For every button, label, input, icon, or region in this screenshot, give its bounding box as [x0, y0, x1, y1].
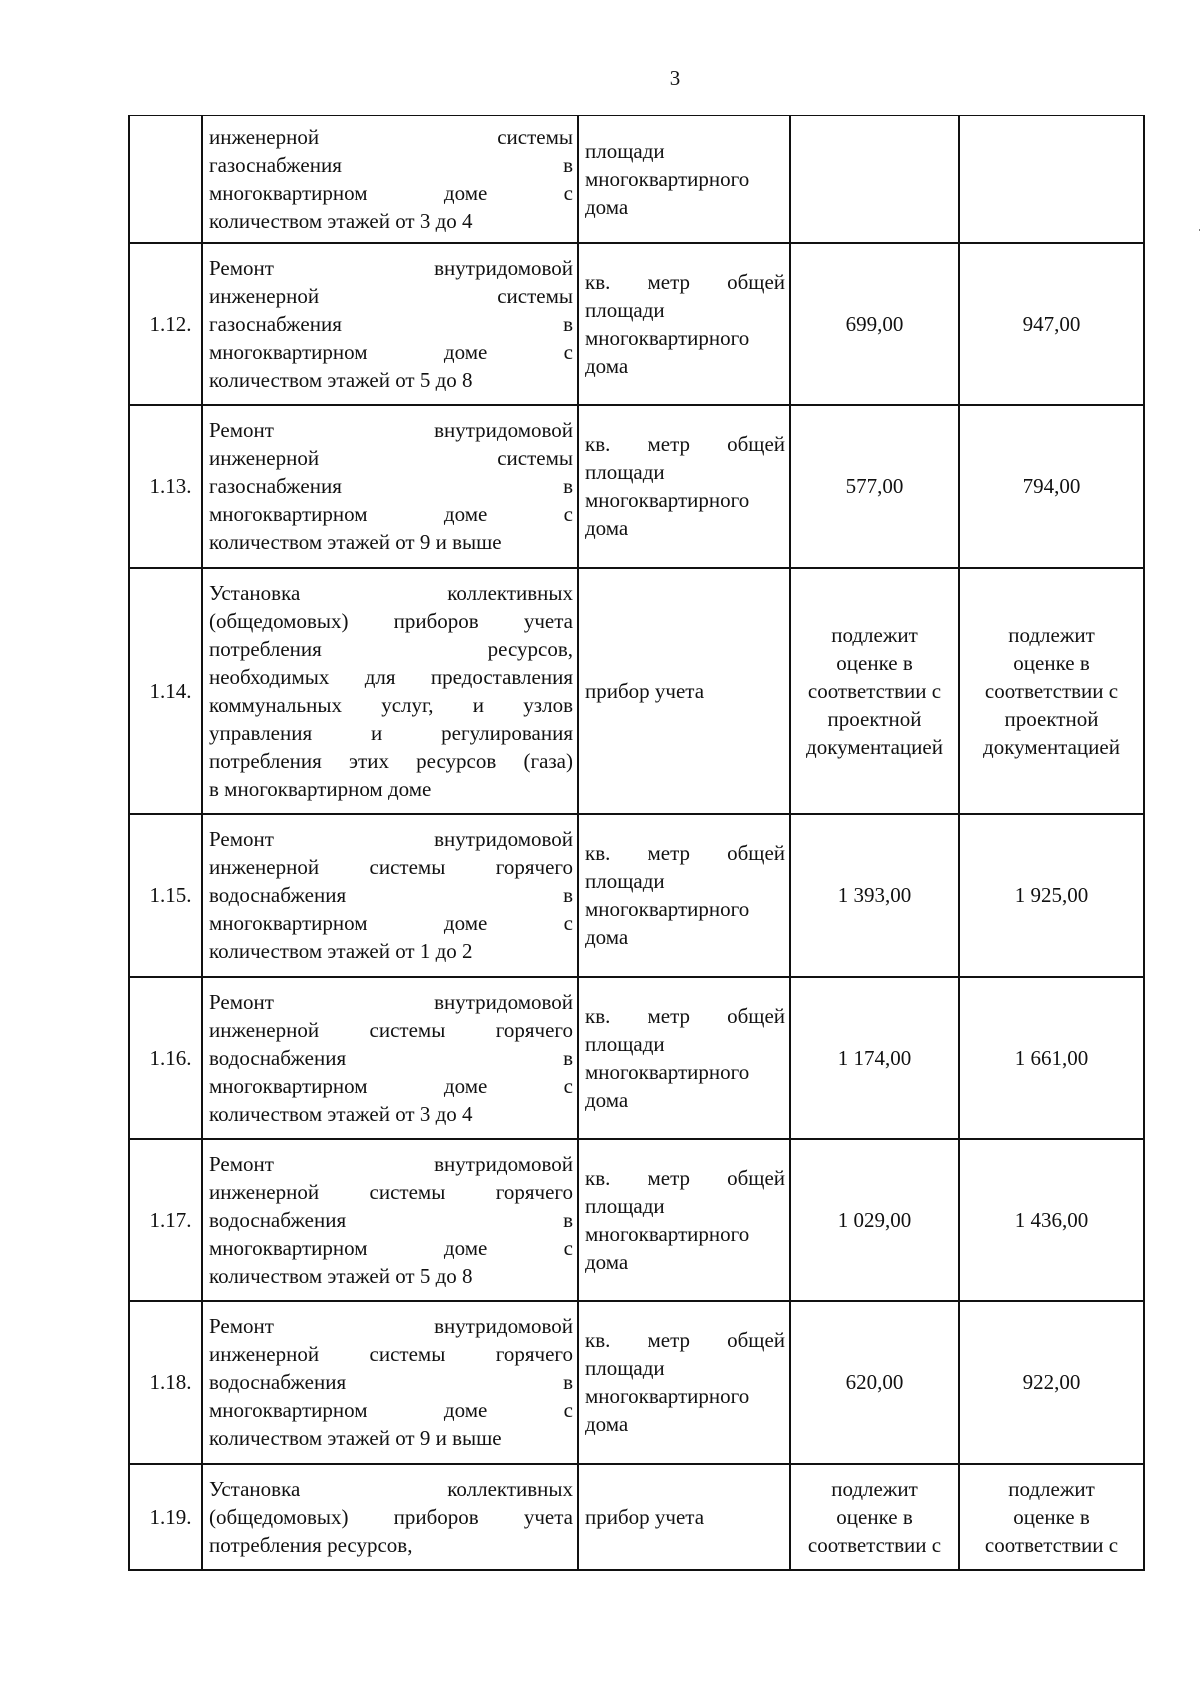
- text-line: подлежит: [831, 622, 918, 647]
- row-number: 1.19.: [129, 1464, 202, 1570]
- work-description: [202, 1301, 578, 1464]
- text-line: проектной: [1004, 706, 1099, 731]
- unit-of-measure: [578, 1139, 790, 1301]
- text-line: водоснабжения в: [209, 883, 573, 907]
- text-line: многоквартирном доме с: [209, 1398, 573, 1422]
- text-line: водоснабжения в: [209, 1207, 573, 1232]
- table-row: [129, 1301, 1144, 1464]
- cost-note: [960, 621, 1143, 761]
- text-line: многоквартирного: [585, 1384, 750, 1408]
- text-line: дома: [585, 516, 629, 540]
- work-description: [202, 814, 578, 977]
- text-line: количеством этажей от 5 до 8: [209, 1263, 473, 1288]
- text-line: необходимых для предоставления: [209, 664, 573, 689]
- unit-of-measure: [578, 977, 790, 1139]
- cost-value-1: 1 029,00: [790, 1139, 959, 1301]
- text-line: потребления этих ресурсов (газа): [209, 748, 573, 773]
- cost-value-1: [790, 568, 959, 814]
- cost-value-1: [790, 1464, 959, 1570]
- text-line: кв. метр общей: [585, 841, 785, 865]
- text-line: оценке в: [836, 650, 913, 675]
- row-number: 1.13.: [129, 405, 202, 568]
- page-number: 3: [669, 66, 681, 90]
- text-line: инженерной системы: [209, 446, 573, 470]
- text-line: соответствии с: [807, 1532, 942, 1557]
- cost-note: [960, 1475, 1143, 1559]
- text-line: оценке в: [1013, 650, 1090, 675]
- text-line: прибор учета: [585, 1504, 705, 1529]
- text-line: площади: [585, 1193, 665, 1218]
- cost-value-1: 1 174,00: [790, 977, 959, 1139]
- text-line: оценке в: [1013, 1504, 1090, 1529]
- text-line: площади: [585, 869, 665, 893]
- table-row: [129, 977, 1144, 1139]
- text-line: количеством этажей от 3 до 4: [209, 208, 473, 233]
- cost-value-2: [959, 1464, 1144, 1570]
- cost-value-2: 1 925,00: [959, 814, 1144, 977]
- text-line: площади: [585, 138, 665, 163]
- unit-of-measure: [578, 243, 790, 405]
- text-line: (общедомовых) приборов учета: [209, 1504, 573, 1529]
- text-line: соответствии с: [984, 1532, 1119, 1557]
- text-line: количеством этажей от 9 и выше: [209, 1426, 502, 1450]
- cost-note: [791, 621, 958, 761]
- text-line: площади: [585, 1031, 665, 1056]
- text-line: кв. метр общей: [585, 269, 785, 294]
- text-line: дома: [585, 1412, 629, 1436]
- text-line: многоквартирном доме с: [209, 339, 573, 364]
- cost-value-2: 1 436,00: [959, 1139, 1144, 1301]
- text-line: дома: [585, 1087, 629, 1112]
- text-line: дома: [585, 1249, 629, 1274]
- table-row: [129, 405, 1144, 568]
- text-line: Ремонт внутридомовой: [209, 1314, 573, 1338]
- text-line: подлежит: [831, 1476, 918, 1501]
- work-description: [202, 243, 578, 405]
- text-line: количеством этажей от 5 до 8: [209, 367, 473, 392]
- text-line: многоквартирного: [585, 488, 750, 512]
- text-line: Ремонт внутридомовой: [209, 255, 573, 280]
- table-row: [129, 243, 1144, 405]
- text-line: управления и регулирования: [209, 720, 573, 745]
- table-row: [129, 1139, 1144, 1301]
- cost-note: [791, 1475, 958, 1559]
- work-description: [202, 1464, 578, 1570]
- text-line: Ремонт внутридомовой: [209, 418, 573, 442]
- text-line: многоквартирного: [585, 166, 750, 191]
- text-line: Ремонт внутридомовой: [209, 1151, 573, 1176]
- text-line: потребления ресурсов,: [209, 636, 573, 661]
- row-number: 1.12.: [129, 243, 202, 405]
- text-line: Установка коллективных: [209, 580, 573, 605]
- text-line: многоквартирного: [585, 325, 750, 350]
- row-number: 1.17.: [129, 1139, 202, 1301]
- cost-value-2: 922,00: [959, 1301, 1144, 1464]
- cost-value-1: 620,00: [790, 1301, 959, 1464]
- cost-value-2: 947,00: [959, 243, 1144, 405]
- cost-value-1: 699,00: [790, 243, 959, 405]
- text-line: газоснабжения в: [209, 474, 573, 498]
- text-line: документацией: [983, 734, 1120, 759]
- text-line: Ремонт внутридомовой: [209, 989, 573, 1014]
- text-line: многоквартирном доме с: [209, 502, 573, 526]
- text-line: дома: [585, 925, 629, 949]
- text-line: многоквартирного: [585, 1059, 750, 1084]
- text-line: инженерной системы: [209, 283, 573, 308]
- work-description: [202, 116, 578, 243]
- text-line: площади: [585, 1356, 665, 1380]
- text-line: соответствии с: [984, 678, 1119, 703]
- text-line: документацией: [806, 734, 943, 759]
- row-number: 1.16.: [129, 977, 202, 1139]
- table-body: [129, 116, 1144, 1570]
- table-row: [129, 568, 1144, 814]
- text-line: соответствии с: [807, 678, 942, 703]
- text-line: прибор учета: [585, 678, 705, 703]
- text-line: кв. метр общей: [585, 432, 785, 456]
- cost-value-2: 1 661,00: [959, 977, 1144, 1139]
- text-line: количеством этажей от 9 и выше: [209, 530, 502, 554]
- text-line: инженерной системы горячего: [209, 855, 573, 879]
- text-line: оценке в: [836, 1504, 913, 1529]
- text-line: в многоквартирном доме: [209, 776, 432, 801]
- text-line: (общедомовых) приборов учета: [209, 608, 573, 633]
- cost-value-1: 577,00: [790, 405, 959, 568]
- unit-of-measure: [578, 1301, 790, 1464]
- unit-of-measure: [578, 568, 790, 814]
- text-line: инженерной системы горячего: [209, 1342, 573, 1366]
- text-line: водоснабжения в: [209, 1370, 573, 1394]
- work-description: [202, 568, 578, 814]
- text-line: многоквартирном доме с: [209, 1235, 573, 1260]
- text-line: Установка коллективных: [209, 1476, 573, 1501]
- text-line: коммунальных услуг, и узлов: [209, 692, 573, 717]
- work-description: [202, 977, 578, 1139]
- text-line: инженерной системы: [209, 124, 573, 149]
- text-line: многоквартирном доме с: [209, 180, 573, 205]
- text-line: многоквартирного: [585, 1221, 750, 1246]
- text-line: многоквартирном доме с: [209, 911, 573, 935]
- row-number: 1.15.: [129, 814, 202, 977]
- text-line: инженерной системы горячего: [209, 1017, 573, 1042]
- table-row: [129, 1464, 1144, 1570]
- cost-value-2: [959, 568, 1144, 814]
- text-line: Ремонт внутридомовой: [209, 827, 573, 851]
- text-line: площади: [585, 297, 665, 322]
- text-line: количеством этажей от 1 до 2: [209, 939, 473, 963]
- text-line: газоснабжения в: [209, 152, 573, 177]
- cost-value-1: [790, 116, 959, 243]
- cost-value-2: 794,00: [959, 405, 1144, 568]
- unit-of-measure: [578, 1464, 790, 1570]
- cost-value-2: [959, 116, 1144, 243]
- text-line: кв. метр общей: [585, 1328, 785, 1352]
- text-line: проектной: [827, 706, 922, 731]
- text-line: водоснабжения в: [209, 1045, 573, 1070]
- text-line: подлежит: [1008, 1476, 1095, 1501]
- work-description: [202, 405, 578, 568]
- text-line: многоквартирного: [585, 897, 750, 921]
- row-number: 1.18.: [129, 1301, 202, 1464]
- table-row: [129, 116, 1144, 243]
- text-line: инженерной системы горячего: [209, 1179, 573, 1204]
- text-line: площади: [585, 460, 665, 484]
- work-description: [202, 1139, 578, 1301]
- unit-of-measure: [578, 116, 790, 243]
- text-line: кв. метр общей: [585, 1165, 785, 1190]
- text-line: потребления ресурсов,: [209, 1532, 413, 1557]
- text-line: дома: [585, 194, 629, 219]
- row-number: 1.14.: [129, 568, 202, 814]
- row-number: [129, 116, 202, 243]
- table-row: [129, 814, 1144, 977]
- unit-of-measure: [578, 405, 790, 568]
- text-line: кв. метр общей: [585, 1003, 785, 1028]
- unit-of-measure: [578, 814, 790, 977]
- text-line: количеством этажей от 3 до 4: [209, 1101, 473, 1126]
- text-line: подлежит: [1008, 622, 1095, 647]
- text-line: газоснабжения в: [209, 311, 573, 336]
- cost-value-1: 1 393,00: [790, 814, 959, 977]
- text-line: многоквартирном доме с: [209, 1073, 573, 1098]
- tariff-table: [128, 115, 1145, 1571]
- text-line: дома: [585, 353, 629, 378]
